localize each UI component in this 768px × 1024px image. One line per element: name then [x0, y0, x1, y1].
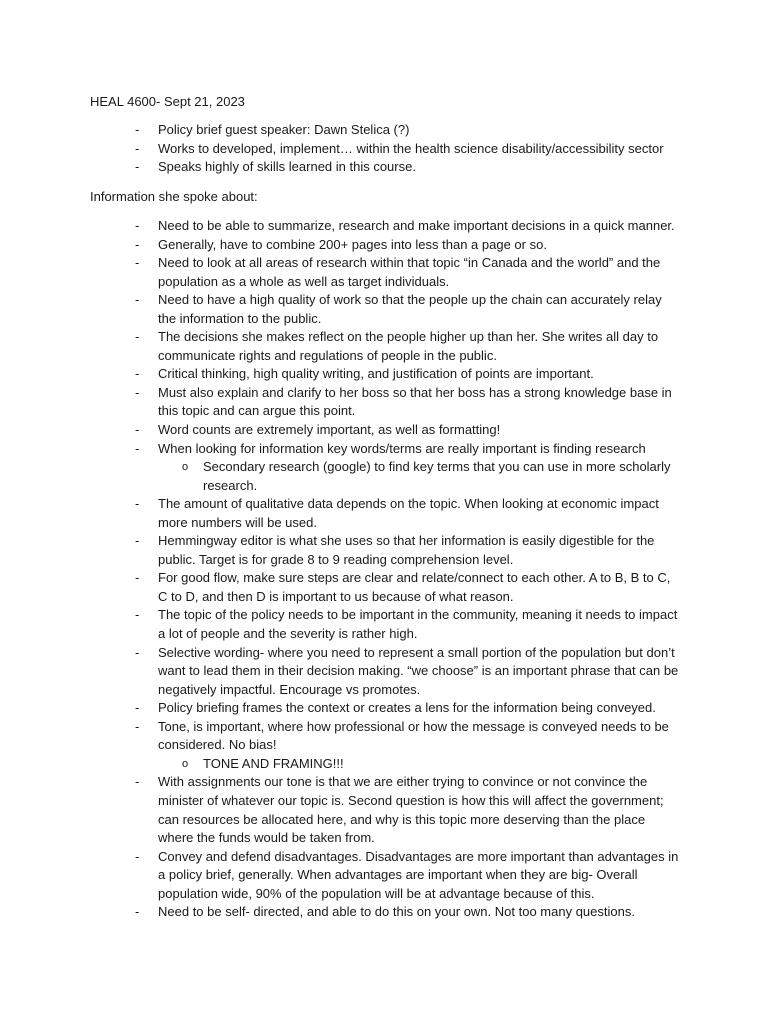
dash-bullet: - [135, 422, 140, 438]
dash-bullet: - [135, 607, 140, 623]
list-item-text: Critical thinking, high quality writing, and justification of points are important. [158, 366, 594, 382]
list-item [0, 848, 768, 904]
dash-bullet: - [135, 384, 140, 400]
sub-list [158, 755, 682, 774]
list-item [0, 254, 768, 291]
list-item-text: The amount of qualitative data depends on the topic. When looking at economic impact more numbers will be used. [158, 496, 659, 530]
notes-list [0, 217, 768, 922]
dash-bullet: - [135, 159, 140, 175]
list-item-text: Tone, is important, where how professional or how the message is conveyed needs to be considered. No bias! [158, 718, 669, 753]
list-item [0, 699, 768, 718]
list-item [0, 384, 768, 421]
section-heading: Information she spoke about: [90, 189, 258, 204]
dash-bullet: - [135, 496, 140, 512]
dash-bullet: - [135, 236, 140, 252]
list-item [0, 606, 768, 643]
dash-bullet: - [135, 366, 140, 382]
dash-bullet: - [135, 218, 140, 233]
list-item-text: With assignments our tone is that we are either trying to convince or not convince the minister of whatever our topic is. Second question is how this will affect the government; can resources be allocated here, and why is this topic more deserving than the place where the funds would be taken from. [158, 774, 664, 846]
list-item-text: The decisions she makes reflect on the people higher up than her. She writes all day to communicate rights and regulations of people in the public. [158, 329, 659, 363]
sub-list [158, 458, 682, 495]
list-item [0, 532, 768, 569]
dash-bullet: - [135, 440, 140, 456]
sub-list-item [158, 755, 682, 774]
document-title: HEAL 4600- Sept 21, 2023 [90, 94, 245, 109]
list-item [0, 773, 768, 847]
dash-bullet: - [135, 255, 140, 271]
sub-list-item [158, 458, 682, 495]
list-item-text: Need to look at all areas of research within that topic “in Canada and the world” and the population as a whole as well as target individuals. [158, 255, 661, 289]
sub-list-item-text: Secondary research (google) to find key terms that you can use in more scholarly research. [203, 459, 671, 493]
circle-bullet: o [182, 461, 189, 474]
sub-list-item-text: TONE AND FRAMING!!! [203, 755, 344, 771]
dash-bullet: - [135, 718, 140, 734]
list-item [0, 495, 768, 532]
dash-bullet: - [135, 848, 140, 864]
list-item [0, 903, 768, 922]
list-item-text: Need to be self- directed, and able to do this on your own. Not too many questions. [158, 904, 635, 920]
list-item-text: Must also explain and clarify to her boss so that her boss has a strong knowledge base in this topic and can argue this point. [158, 384, 672, 419]
list-item [0, 121, 768, 140]
list-item [0, 291, 768, 328]
list-item-text: Generally, have to combine 200+ pages into less than a page or so. [158, 236, 547, 252]
list-item-text: The topic of the policy needs to be important in the community, meaning it needs to impact a lot of people and the severity is rather high. [158, 607, 678, 642]
list-item [0, 569, 768, 606]
circle-bullet: o [182, 757, 189, 770]
dash-bullet: - [135, 644, 140, 660]
list-item-text: Word counts are extremely important, as well as formatting! [158, 422, 501, 438]
list-item-text: For good flow, make sure steps are clear and relate/connect to each other. A to B, B to C, C to D, and then D is important to us because of what reason. [158, 570, 671, 604]
dash-bullet: - [135, 329, 140, 345]
intro-list [0, 121, 768, 177]
list-item-text: Speaks highly of skills learned in this course. [158, 159, 416, 175]
dash-bullet: - [135, 774, 140, 790]
list-item [0, 421, 768, 440]
list-item-text: Works to developed, implement… within the health science disability/accessibility sector [158, 140, 664, 156]
list-item-text: Need to be able to summarize, research and make important decisions in a quick manner. [158, 218, 675, 233]
dash-bullet: - [135, 904, 140, 920]
list-item-text: Policy brief guest speaker: Dawn Stelica (?) [158, 122, 410, 137]
list-item-text: Policy briefing frames the context or creates a lens for the information being conveyed. [158, 700, 656, 716]
list-item [0, 718, 768, 774]
list-item [0, 328, 768, 365]
list-item [0, 217, 768, 236]
list-item [0, 644, 768, 700]
dash-bullet: - [135, 700, 140, 716]
dash-bullet: - [135, 292, 140, 308]
dash-bullet: - [135, 570, 140, 586]
list-item [0, 236, 768, 255]
list-item-text: Convey and defend disadvantages. Disadvantages are more important than advantages in a policy brief, generally. When advantages are important when they are big- Overall population wide, 90% of the population will be at advantage because of this. [158, 848, 679, 901]
list-item-text: When looking for information key words/terms are really important is finding research [158, 440, 646, 456]
list-item [0, 440, 768, 496]
list-item-text: Selective wording- where you need to represent a small portion of the population but don’t want to lead them in their decision making. “we choose” is an important phrase that can be negatively impactful. Encourage vs promotes. [158, 644, 679, 697]
list-item [0, 140, 768, 159]
list-item-text: Hemmingway editor is what she uses so that her information is easily digestible for the public. Target is for grade 8 to 9 reading comprehension level. [158, 533, 655, 567]
dash-bullet: - [135, 140, 140, 156]
list-item [0, 158, 768, 177]
dash-bullet: - [135, 533, 140, 549]
dash-bullet: - [135, 122, 140, 137]
list-item [0, 365, 768, 384]
list-item-text: Need to have a high quality of work so that the people up the chain can accurately relay the information to the public. [158, 292, 662, 326]
